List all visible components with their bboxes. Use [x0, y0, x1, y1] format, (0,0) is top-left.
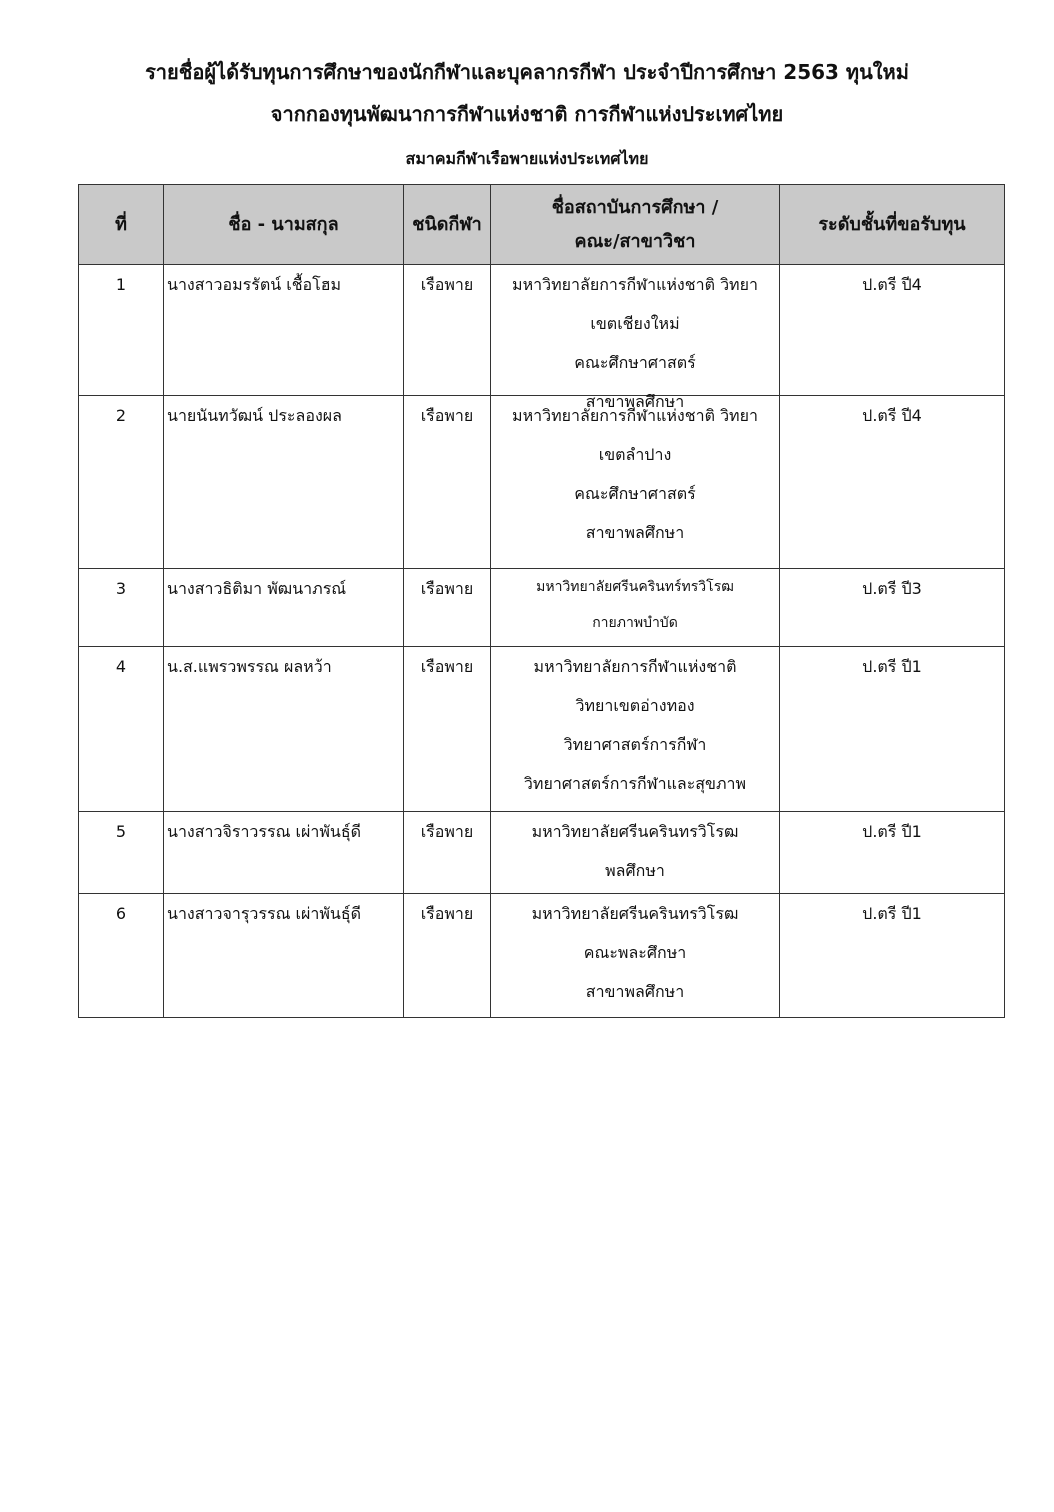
cell-sport: เรือพาย — [404, 569, 491, 647]
header-name: ชื่อ - นามสกุล — [164, 185, 404, 265]
header-institution-line2: คณะ/สาขาวิชา — [574, 230, 696, 252]
institution-line: มหาวิทยาลัยศรีนครินทรวิโรฒ — [531, 904, 739, 923]
table-row — [79, 569, 1005, 647]
cell-institution — [491, 569, 780, 647]
header-institution — [491, 185, 780, 265]
institution-line: วิทยาศาสตร์การกีฬาและสุขภาพ — [523, 774, 747, 793]
cell-no: 1 — [79, 265, 164, 396]
scholarship-table — [78, 184, 1005, 1018]
table-row — [79, 894, 1005, 1018]
institution-line: มหาวิทยาลัยการกีฬาแห่งชาติ วิทยา — [512, 275, 758, 294]
cell-no: 4 — [79, 647, 164, 812]
institution-line: วิทยาศาสตร์การกีฬา — [563, 735, 707, 754]
table-row — [79, 647, 1005, 812]
institution-line: พลศึกษา — [605, 861, 665, 880]
cell-level: ป.ตรี ปี1 — [780, 894, 1005, 1018]
cell-level: ป.ตรี ปี1 — [780, 647, 1005, 812]
institution-line: คณะพละศึกษา — [583, 943, 687, 962]
cell-name: น.ส.แพรวพรรณ ผลหว้า — [164, 647, 404, 812]
cell-sport: เรือพาย — [404, 647, 491, 812]
cell-sport: เรือพาย — [404, 894, 491, 1018]
institution-line: มหาวิทยาลัยศรีนครินทรวิโรฒ — [531, 822, 739, 841]
cell-institution — [491, 265, 780, 411]
table-row — [79, 396, 1005, 569]
cell-name: นางสาวธิติมา พัฒนาภรณ์ — [164, 569, 404, 647]
cell-no: 5 — [79, 812, 164, 894]
header-sport: ชนิดกีฬา — [404, 185, 491, 265]
cell-institution — [491, 647, 780, 812]
header-level: ระดับชั้นที่ขอรับทุน — [780, 185, 1005, 265]
document-title-line1: รายชื่อผู้ได้รับทุนการศึกษาของนักกีฬาและบุคลากรกีฬา ประจำปีการศึกษา 2563 ทุนใหม่ — [145, 60, 909, 84]
cell-no: 3 — [79, 569, 164, 647]
document-title-line2: จากกองทุนพัฒนาการกีฬาแห่งชาติ การกีฬาแห่งประเทศไทย — [270, 102, 784, 126]
institution-line: คณะศึกษาศาสตร์ — [574, 484, 696, 503]
association-subtitle: สมาคมกีฬาเรือพายแห่งประเทศไทย — [405, 149, 649, 168]
cell-level: ป.ตรี ปี4 — [780, 265, 1005, 396]
cell-institution — [491, 812, 780, 894]
header-no: ที่ — [79, 185, 164, 265]
cell-institution — [491, 396, 780, 569]
institution-line: สาขาพลศึกษา — [585, 982, 685, 1001]
cell-name: นายนันทวัฒน์ ประลองผล — [164, 396, 404, 569]
cell-sport: เรือพาย — [404, 265, 491, 396]
cell-level: ป.ตรี ปี1 — [780, 812, 1005, 894]
institution-line: มหาวิทยาลัยการกีฬาแห่งชาติ — [533, 657, 737, 676]
institution-line: คณะศึกษาศาสตร์ — [574, 353, 696, 372]
cell-institution — [491, 894, 780, 1018]
header-institution-line1: ชื่อสถาบันการศึกษา / — [551, 196, 719, 218]
institution-line: วิทยาเขตอ่างทอง — [575, 696, 695, 715]
cell-sport: เรือพาย — [404, 812, 491, 894]
cell-name: นางสาวจารุวรรณ เผ่าพันธุ์ดี — [164, 894, 404, 1018]
cell-name: นางสาวจิราวรรณ เผ่าพันธุ์ดี — [164, 812, 404, 894]
table-row — [79, 812, 1005, 894]
cell-name: นางสาวอมรรัตน์ เชื้อโฮม — [164, 265, 404, 396]
institution-line: กายภาพบำบัด — [592, 615, 678, 631]
institution-line: มหาวิทยาลัยศรีนครินทร์ทรวิโรฒ — [536, 579, 734, 595]
cell-no: 6 — [79, 894, 164, 1018]
cell-no: 2 — [79, 396, 164, 569]
institution-line: เขตเชียงใหม่ — [590, 314, 680, 333]
cell-level: ป.ตรี ปี4 — [780, 396, 1005, 569]
cell-level: ป.ตรี ปี3 — [780, 569, 1005, 647]
institution-line: สาขาพลศึกษา — [585, 523, 685, 542]
institution-line: มหาวิทยาลัยการกีฬาแห่งชาติ วิทยา — [512, 406, 758, 425]
table-header-row — [79, 185, 1005, 265]
institution-line: เขตลำปาง — [598, 445, 672, 464]
table-row — [79, 265, 1005, 396]
institution-line: สาขาพลศึกษา — [585, 392, 685, 411]
cell-sport: เรือพาย — [404, 396, 491, 569]
